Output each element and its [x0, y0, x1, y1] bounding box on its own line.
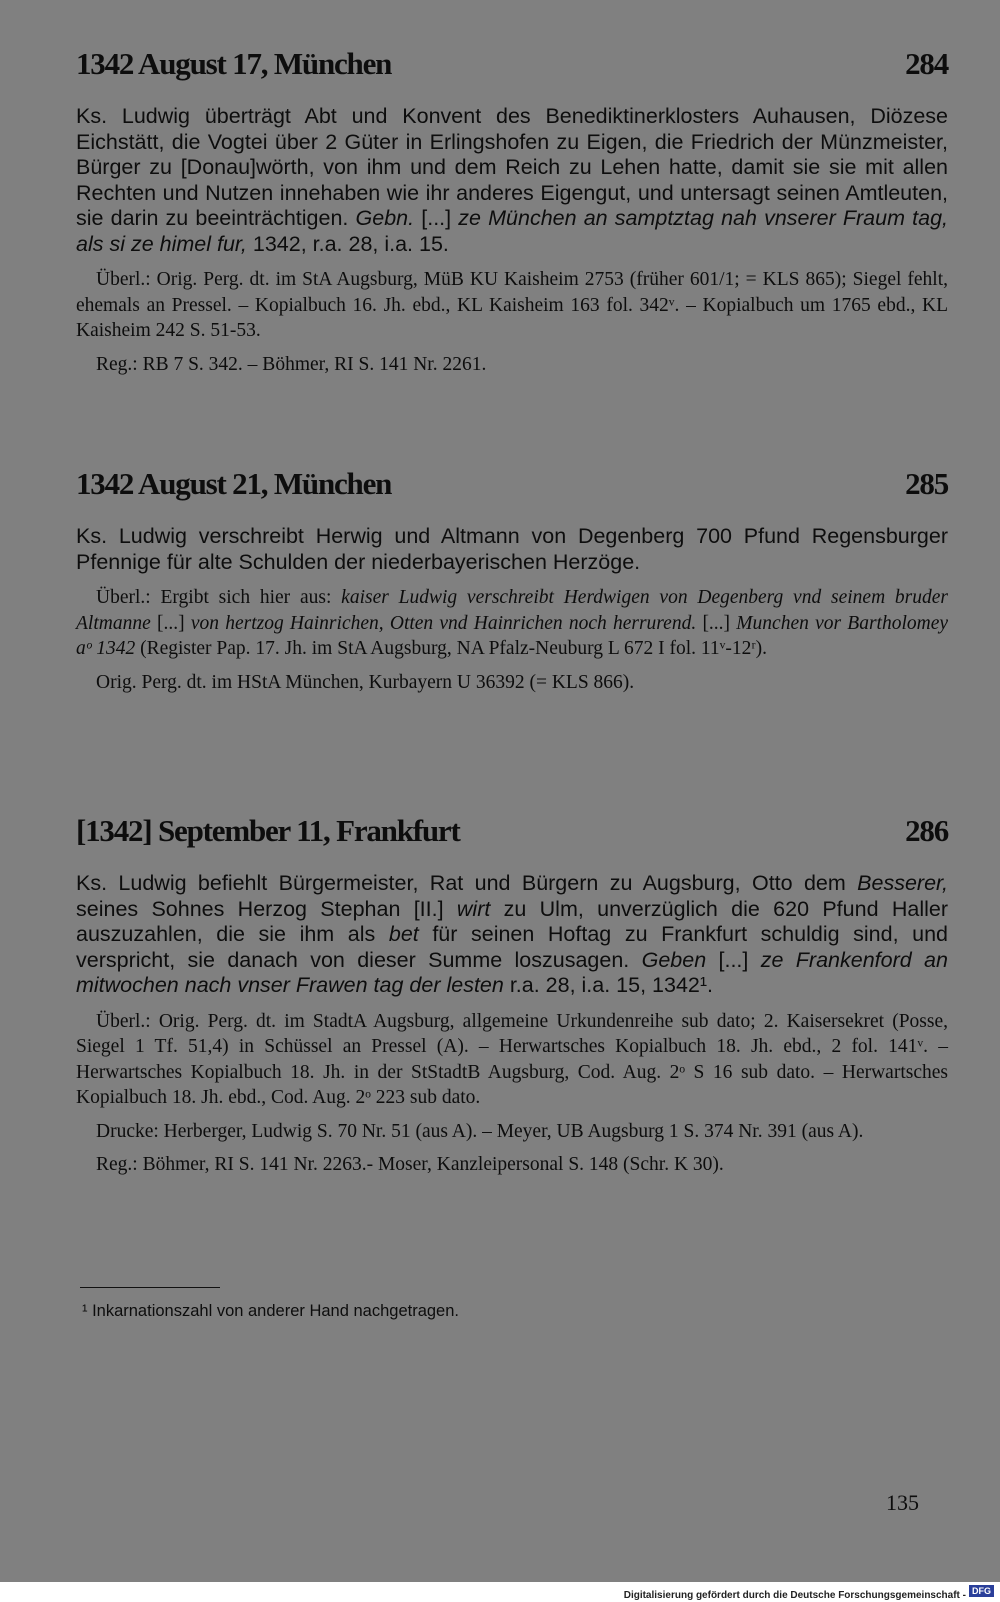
entry-heading [76, 46, 948, 82]
original-note: Orig. Perg. dt. im HStA München, Kurbayern U 36392 (= KLS 866). [96, 671, 635, 693]
footnote-divider [80, 1287, 220, 1288]
entry-date: [1342] September 11, Frankfurt [76, 813, 460, 848]
footnote: ¹ Inkarnationszahl von anderer Hand nachgetragen. [82, 1302, 459, 1320]
entry-heading [76, 466, 948, 502]
entry-number: 285 [905, 466, 948, 501]
regesta-note: Reg.: RB 7 S. 342. – Böhmer, RI S. 141 Nr. 2261. [96, 353, 487, 375]
entry-284 [76, 46, 948, 377]
transmission-note: Überl.: Orig. Perg. dt. im StadtA Augsburg, allgemeine Urkundenreihe sub dato; 2. Kaisersekret (Posse, Siegel 1 Tf. 51,4) in Schüssel an Pressel (A). – Herwartsches Kopialbuch 18. Jh. ebd., 2 fol. 141ᵛ. – Herwartsches Kopialbuch 18. Jh. in der StStadtB Augsburg, Cod. Aug. 2ᵒ S 16 sub dato. – Herwartsches Kopialbuch 18. Jh. ebd., Cod. Aug. 2ᵒ 223 sub dato. [76, 1010, 948, 1108]
dfg-logo-icon: DFG [969, 1585, 994, 1597]
footer-credit: Digitalisierung gefördert durch die Deutsche Forschungsgemeinschaft - [623, 1590, 966, 1601]
entry-date: 1342 August 21, München [76, 466, 392, 501]
regesta-note: Reg.: Böhmer, RI S. 141 Nr. 2263.- Moser, Kanzleipersonal S. 148 (Schr. K 30). [96, 1154, 724, 1175]
regest-text: Ks. Ludwig befiehlt Bürgermeister, Rat und Bürgern zu Augsburg, Otto dem Besserer, seines Sohnes Herzog Stephan [II.] wirt zu Ulm, unverzüglich die 620 Pfund Haller auszuzahlen, die sie ihm als bet für seinen Hoftag zu Frankfurt schuldig sind, und verspricht, sie danach von dieser Summe loszusagen. Geben [...] ze Frankenford an mitwochen nach vnser Frawen tag der lesten r.a. 28, i.a. 15, 1342¹. [76, 871, 948, 997]
footer-bar [0, 1582, 1000, 1602]
entry-number: 284 [905, 46, 948, 81]
entry-285 [76, 466, 948, 695]
prints-note: Drucke: Herberger, Ludwig S. 70 Nr. 51 (aus A). – Meyer, UB Augsburg 1 S. 374 Nr. 391 (aus A). [96, 1120, 864, 1142]
entry-date: 1342 August 17, München [76, 46, 392, 81]
entry-number: 286 [905, 813, 948, 848]
entry-286 [76, 813, 948, 1178]
entry-heading [76, 813, 948, 849]
regest-text: Ks. Ludwig überträgt Abt und Konvent des Benediktinerklosters Auhausen, Diözese Eichstätt, die Vogtei über 2 Güter in Erlingshofen zu Eigen, die Friedrich der Münzmeister, Bürger zu [Donau]wörth, von ihm und dem Reich zu Lehen hatte, damit sie sie mit allen Rechten und Nutzen innehaben wie ihr anderes Eigengut, und untersagt seinen Amtleuten, sie darin zu beeinträchtigen. Gebn. [...] ze München an samptztag nah vnserer Fraum tag, als si ze himel fur, 1342, r.a. 28, i.a. 15. [76, 104, 949, 256]
transmission-note: Überl.: Ergibt sich hier aus: kaiser Ludwig verschreibt Herdwigen von Degenberg vnd seinem bruder Altmanne [...] von hertzog Hainrichen, Otten vnd Hainrichen noch herrurend. [...] Munchen vor Bartholomey aᵒ 1342 (Register Pap. 17. Jh. im StA Augsburg, NA Pfalz-Neuburg L 672 I fol. 11ᵛ-12ʳ). [76, 587, 949, 659]
transmission-note: Überl.: Orig. Perg. dt. im StA Augsburg, MüB KU Kaisheim 2753 (früher 601/1; = KLS 865); Siegel fehlt, ehemals an Pressel. – Kopialbuch 16. Jh. ebd., KL Kaisheim 163 fol. 342ᵛ. – Kopialbuch um 1765 ebd., KL Kaisheim 242 S. 51-53. [76, 269, 948, 341]
page-number: 135 [886, 1490, 919, 1515]
regest-text: Ks. Ludwig verschreibt Herwig und Altmann von Degenberg 700 Pfund Regensburger Pfennige für alte Schulden der niederbayerischen Herzöge. [76, 524, 948, 574]
